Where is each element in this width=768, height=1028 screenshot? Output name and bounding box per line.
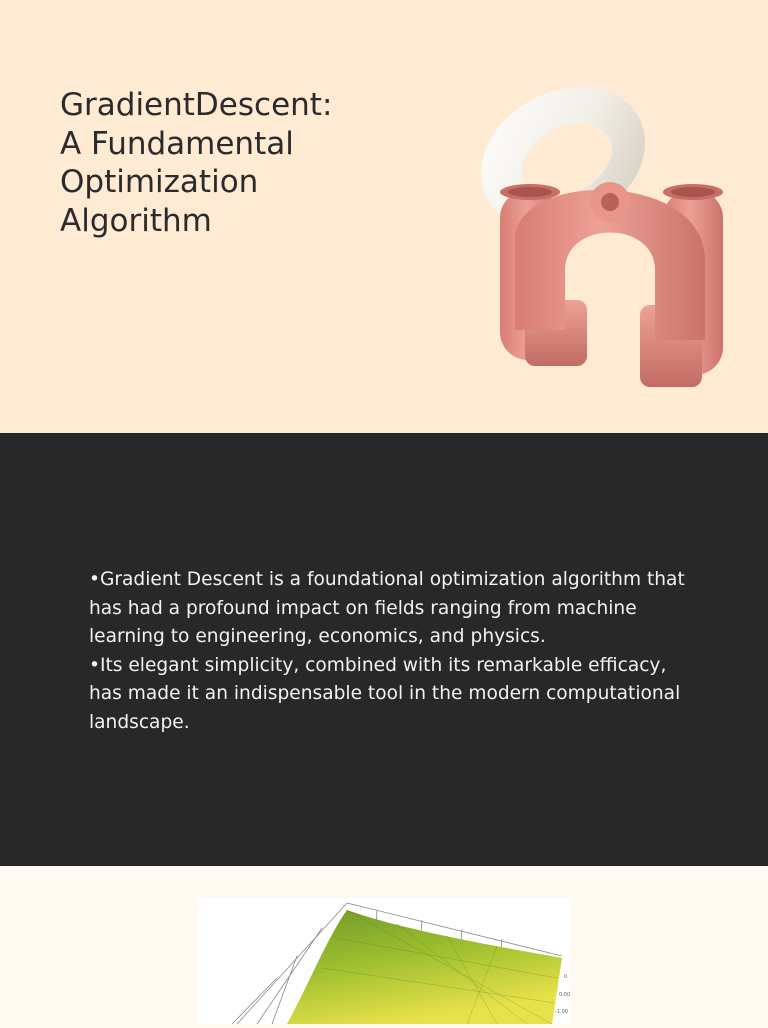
title-line-1: GradientDescent: [60, 87, 333, 123]
abstract-sculpture-image [455, 50, 745, 410]
axis-tick-label: -1.00 [555, 1009, 568, 1015]
title-line-4: Algorithm [60, 202, 212, 239]
surface-plot-graphic [197, 898, 569, 1024]
hero-section [0, 0, 768, 433]
title-line-2: A Fundamental [60, 125, 294, 162]
title-line-3: Optimization [60, 164, 259, 200]
description-text [89, 566, 689, 738]
surface-plot-image [197, 898, 569, 1024]
axis-tick-label: 0.00 [559, 992, 571, 998]
axis-tick-label: 0. [564, 974, 569, 980]
page-title [60, 86, 400, 240]
bullet-point: •Its elegant simplicity, combined with its remarkable efficacy, has made it an indispensable tool in the modern computational landscape. [89, 654, 681, 733]
bullet-point: •Gradient Descent is a foundational optimization algorithm that has had a profound impact on fields ranging from machine learning to engineering, economics, and physics. [89, 569, 685, 648]
